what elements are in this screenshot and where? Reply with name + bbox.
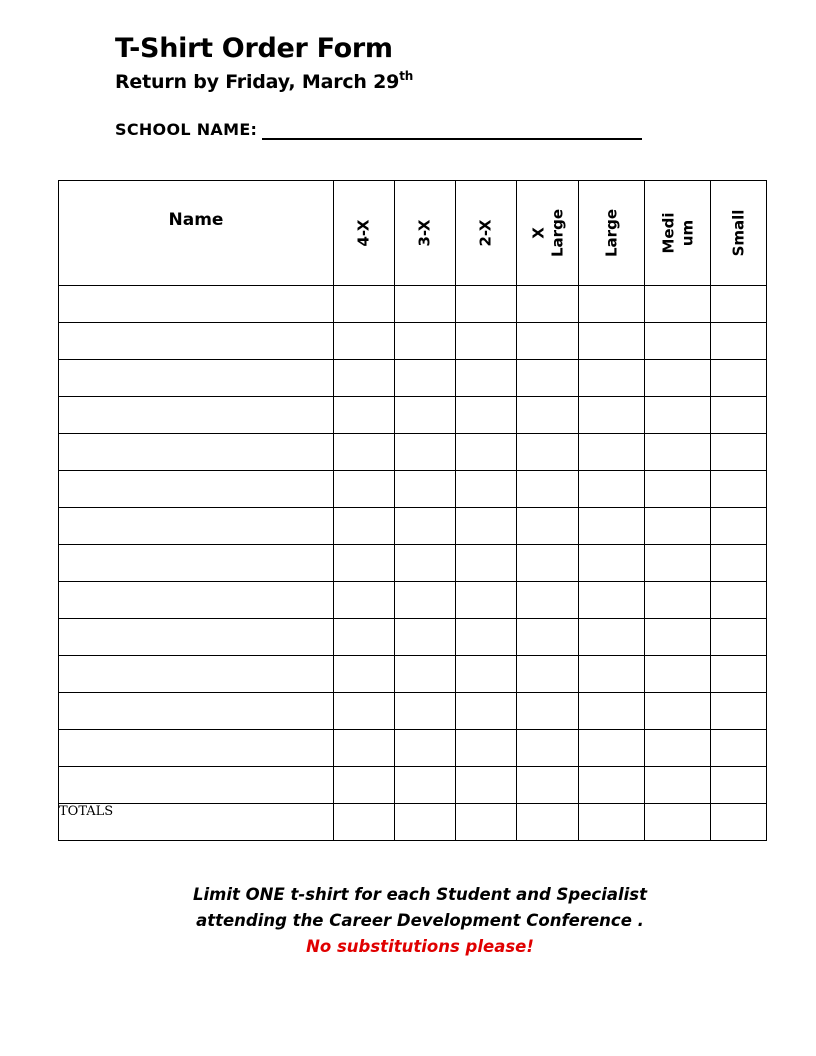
size-qty-cell[interactable] xyxy=(711,471,767,508)
size-qty-cell[interactable] xyxy=(711,730,767,767)
size-qty-cell[interactable] xyxy=(334,397,395,434)
total-qty-cell[interactable] xyxy=(711,804,767,841)
size-qty-cell[interactable] xyxy=(579,619,645,656)
totals-label: TOTALS xyxy=(59,804,334,841)
size-qty-cell[interactable] xyxy=(334,360,395,397)
size-qty-cell[interactable] xyxy=(395,656,456,693)
total-qty-cell[interactable] xyxy=(645,804,711,841)
order-body xyxy=(59,286,767,841)
size-qty-cell[interactable] xyxy=(645,471,711,508)
size-qty-cell[interactable] xyxy=(334,508,395,545)
name-cell[interactable] xyxy=(59,619,334,656)
size-qty-cell[interactable] xyxy=(711,397,767,434)
size-header-small xyxy=(711,181,767,286)
size-qty-cell[interactable] xyxy=(334,767,395,804)
limit-note-line-1: Limit ONE t-shirt for each Student and Specialist xyxy=(192,885,648,904)
size-qty-cell[interactable] xyxy=(517,693,579,730)
size-qty-cell[interactable] xyxy=(711,656,767,693)
size-qty-cell[interactable] xyxy=(645,360,711,397)
size-qty-cell[interactable] xyxy=(645,323,711,360)
size-qty-cell[interactable] xyxy=(711,767,767,804)
size-qty-cell[interactable] xyxy=(711,693,767,730)
size-qty-cell[interactable] xyxy=(517,471,579,508)
size-qty-cell[interactable] xyxy=(456,286,517,323)
size-qty-cell[interactable] xyxy=(579,545,645,582)
size-qty-cell[interactable] xyxy=(517,360,579,397)
table-row xyxy=(59,471,767,508)
size-qty-cell[interactable] xyxy=(579,397,645,434)
size-qty-cell[interactable] xyxy=(517,286,579,323)
size-label-4x: 4-X xyxy=(354,219,373,247)
size-qty-cell[interactable] xyxy=(645,619,711,656)
size-qty-cell[interactable] xyxy=(456,619,517,656)
name-cell[interactable] xyxy=(59,582,334,619)
size-qty-cell[interactable] xyxy=(456,767,517,804)
size-qty-cell[interactable] xyxy=(711,286,767,323)
size-qty-cell[interactable] xyxy=(334,582,395,619)
size-qty-cell[interactable] xyxy=(711,360,767,397)
size-qty-cell[interactable] xyxy=(579,471,645,508)
size-qty-cell[interactable] xyxy=(579,508,645,545)
size-header-medium xyxy=(645,181,711,286)
size-qty-cell[interactable] xyxy=(645,582,711,619)
table-row xyxy=(59,545,767,582)
name-cell[interactable] xyxy=(59,767,334,804)
size-qty-cell[interactable] xyxy=(517,619,579,656)
size-qty-cell[interactable] xyxy=(395,545,456,582)
name-cell[interactable] xyxy=(59,471,334,508)
size-label-small: Small xyxy=(729,209,748,257)
size-label-xlarge: X Large xyxy=(528,209,566,257)
total-qty-cell[interactable] xyxy=(456,804,517,841)
size-label-2x: 2-X xyxy=(476,219,495,247)
table-row xyxy=(59,693,767,730)
size-qty-cell[interactable] xyxy=(517,434,579,471)
table-row xyxy=(59,730,767,767)
size-qty-cell[interactable] xyxy=(579,434,645,471)
size-qty-cell[interactable] xyxy=(579,767,645,804)
size-qty-cell[interactable] xyxy=(579,323,645,360)
size-qty-cell[interactable] xyxy=(645,730,711,767)
size-qty-cell[interactable] xyxy=(456,360,517,397)
size-qty-cell[interactable] xyxy=(645,397,711,434)
size-qty-cell[interactable] xyxy=(456,508,517,545)
table-row xyxy=(59,323,767,360)
name-cell[interactable] xyxy=(59,434,334,471)
name-cell[interactable] xyxy=(59,508,334,545)
total-qty-cell[interactable] xyxy=(334,804,395,841)
size-qty-cell[interactable] xyxy=(456,397,517,434)
size-qty-cell[interactable] xyxy=(579,582,645,619)
size-qty-cell[interactable] xyxy=(334,323,395,360)
school-name-field[interactable] xyxy=(262,138,642,140)
size-qty-cell[interactable] xyxy=(395,397,456,434)
size-header-3x xyxy=(395,181,456,286)
table-row xyxy=(59,582,767,619)
name-cell[interactable] xyxy=(59,545,334,582)
total-qty-cell[interactable] xyxy=(395,804,456,841)
size-qty-cell[interactable] xyxy=(645,656,711,693)
header-row xyxy=(59,181,767,286)
size-qty-cell[interactable] xyxy=(395,434,456,471)
size-qty-cell[interactable] xyxy=(517,508,579,545)
size-qty-cell[interactable] xyxy=(711,434,767,471)
size-qty-cell[interactable] xyxy=(517,545,579,582)
table-row xyxy=(59,767,767,804)
table-row xyxy=(59,434,767,471)
name-cell[interactable] xyxy=(59,656,334,693)
size-qty-cell[interactable] xyxy=(579,360,645,397)
size-label-large: Large xyxy=(602,209,621,257)
size-qty-cell[interactable] xyxy=(395,730,456,767)
size-qty-cell[interactable] xyxy=(395,471,456,508)
size-qty-cell[interactable] xyxy=(334,286,395,323)
school-name-label: SCHOOL NAME: xyxy=(115,120,258,139)
date-ordinal-suffix: th xyxy=(399,69,414,83)
limit-note-line-2: attending the Career Development Conference . xyxy=(196,911,644,930)
size-qty-cell[interactable] xyxy=(711,545,767,582)
size-qty-cell[interactable] xyxy=(456,323,517,360)
size-qty-cell[interactable] xyxy=(395,767,456,804)
table-row xyxy=(59,619,767,656)
size-qty-cell[interactable] xyxy=(456,656,517,693)
name-cell[interactable] xyxy=(59,730,334,767)
size-qty-cell[interactable] xyxy=(645,286,711,323)
size-qty-cell[interactable] xyxy=(579,656,645,693)
name-cell[interactable] xyxy=(59,323,334,360)
name-cell[interactable] xyxy=(59,397,334,434)
size-header-large xyxy=(579,181,645,286)
size-header-2x xyxy=(456,181,517,286)
size-header-xlarge xyxy=(517,181,579,286)
size-qty-cell[interactable] xyxy=(517,397,579,434)
size-qty-cell[interactable] xyxy=(395,693,456,730)
size-qty-cell[interactable] xyxy=(517,323,579,360)
size-qty-cell[interactable] xyxy=(517,582,579,619)
total-qty-cell[interactable] xyxy=(517,804,579,841)
size-qty-cell[interactable] xyxy=(579,730,645,767)
size-qty-cell[interactable] xyxy=(517,767,579,804)
size-qty-cell[interactable] xyxy=(456,434,517,471)
size-qty-cell[interactable] xyxy=(456,545,517,582)
size-qty-cell[interactable] xyxy=(711,323,767,360)
size-qty-cell[interactable] xyxy=(645,693,711,730)
size-qty-cell[interactable] xyxy=(395,582,456,619)
size-qty-cell[interactable] xyxy=(711,619,767,656)
name-cell[interactable] xyxy=(59,286,334,323)
no-substitutions-warning: No substitutions please! xyxy=(306,937,534,956)
size-label-3x: 3-X xyxy=(415,219,434,247)
size-qty-cell[interactable] xyxy=(456,693,517,730)
name-header-label: Name xyxy=(168,210,224,230)
table-row xyxy=(59,360,767,397)
table-row xyxy=(59,397,767,434)
return-deadline-text: Return by Friday, March 29 xyxy=(115,71,400,93)
total-qty-cell[interactable] xyxy=(579,804,645,841)
size-label-medium: Medi um xyxy=(658,212,696,254)
size-qty-cell[interactable] xyxy=(456,730,517,767)
size-qty-cell[interactable] xyxy=(456,582,517,619)
table-row xyxy=(59,656,767,693)
size-qty-cell[interactable] xyxy=(334,619,395,656)
table-row xyxy=(59,286,767,323)
name-cell[interactable] xyxy=(59,360,334,397)
size-qty-cell[interactable] xyxy=(334,656,395,693)
size-qty-cell[interactable] xyxy=(334,545,395,582)
size-qty-cell[interactable] xyxy=(334,730,395,767)
size-qty-cell[interactable] xyxy=(395,286,456,323)
totals-row xyxy=(59,804,767,841)
size-header-4x xyxy=(334,181,395,286)
name-column-header xyxy=(59,181,334,286)
size-qty-cell[interactable] xyxy=(517,730,579,767)
size-qty-cell[interactable] xyxy=(645,767,711,804)
order-table xyxy=(58,180,767,841)
size-qty-cell[interactable] xyxy=(711,508,767,545)
size-qty-cell[interactable] xyxy=(334,693,395,730)
size-qty-cell[interactable] xyxy=(395,323,456,360)
size-qty-cell[interactable] xyxy=(579,286,645,323)
size-qty-cell[interactable] xyxy=(645,434,711,471)
size-qty-cell[interactable] xyxy=(579,693,645,730)
size-qty-cell[interactable] xyxy=(517,656,579,693)
size-qty-cell[interactable] xyxy=(711,582,767,619)
size-qty-cell[interactable] xyxy=(395,360,456,397)
size-qty-cell[interactable] xyxy=(645,545,711,582)
size-qty-cell[interactable] xyxy=(645,508,711,545)
size-qty-cell[interactable] xyxy=(456,471,517,508)
form-title: T-Shirt Order Form xyxy=(115,33,393,64)
table-row xyxy=(59,508,767,545)
size-qty-cell[interactable] xyxy=(395,619,456,656)
size-qty-cell[interactable] xyxy=(395,508,456,545)
size-qty-cell[interactable] xyxy=(334,434,395,471)
name-cell[interactable] xyxy=(59,693,334,730)
return-deadline xyxy=(115,71,413,93)
size-qty-cell[interactable] xyxy=(334,471,395,508)
